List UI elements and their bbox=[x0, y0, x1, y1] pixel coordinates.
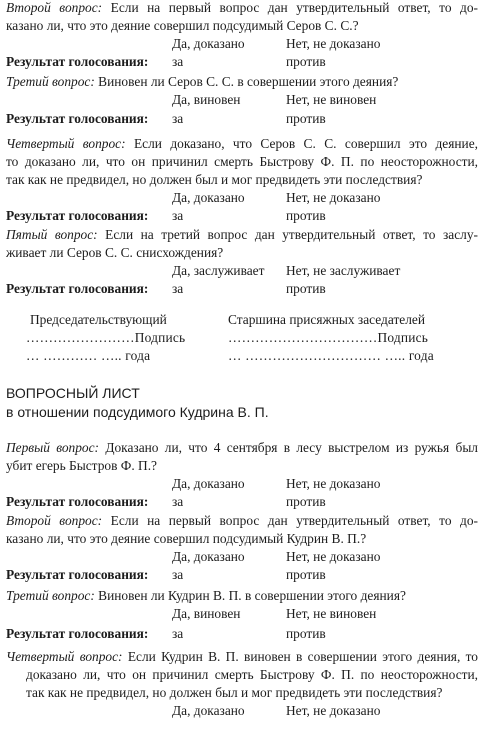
option-no: Нет, не заслуживает bbox=[286, 263, 401, 278]
vote-result-label: Результат голосования: bbox=[6, 567, 149, 582]
question-text: Если доказано, что Серов С. С. совершил это деяние, bbox=[133, 136, 478, 151]
vote-against: против bbox=[286, 281, 326, 296]
question-1-kudrin bbox=[6, 439, 478, 457]
option-yes: Да, виновен bbox=[172, 92, 241, 107]
option-yes: Да, доказано bbox=[172, 36, 245, 51]
question-label: Второй вопрос: bbox=[6, 513, 103, 528]
option-yes: Да, доказано bbox=[172, 190, 245, 205]
vote-for: за bbox=[172, 567, 184, 582]
option-no: Нет, не доказано bbox=[286, 190, 381, 205]
option-no: Нет, не виновен bbox=[286, 606, 377, 621]
foreman-title: Старшина присяжных заседателей bbox=[228, 312, 426, 327]
question-4-serov bbox=[6, 135, 478, 153]
option-no: Нет, не доказано bbox=[286, 476, 381, 491]
question-text: Если на первый вопрос дан утвердительный ответ, то до- bbox=[110, 0, 478, 15]
vote-result-label: Результат голосования: bbox=[6, 626, 149, 641]
option-no: Нет, не доказано bbox=[286, 36, 381, 51]
question-text: Если на первый вопрос дан утвердительный ответ, то до- bbox=[110, 513, 478, 528]
question-text-cont: живает ли Серов С. С. снисхождения? bbox=[6, 245, 224, 260]
question-text: Доказано ли, что 4 сентября в лесу выстрелом из ружья был bbox=[105, 440, 478, 455]
question-text-cont: казано ли, что это деяние совершил подсудимый Серов С. С.? bbox=[6, 18, 359, 33]
option-no: Нет, не доказано bbox=[286, 549, 381, 564]
vote-result-label: Результат голосования: bbox=[6, 208, 149, 223]
vote-result-label: Результат голосования: bbox=[6, 281, 149, 296]
vote-against: против bbox=[286, 208, 326, 223]
question-label: Третий вопрос: bbox=[6, 588, 95, 603]
question-text: Виновен ли Серов С. С. в совершении этого деяния? bbox=[98, 74, 399, 89]
vote-for: за bbox=[172, 494, 184, 509]
question-text-cont: то доказано ли, что он причинил смерть Быстрову Ф. П. по неосторожности, bbox=[6, 154, 478, 169]
vote-for: за bbox=[172, 626, 184, 641]
question-text-cont: так как не предвидел, но должен был и мог предвидеть эти последствия? bbox=[26, 685, 443, 700]
vote-for: за bbox=[172, 111, 184, 126]
option-yes: Да, доказано bbox=[172, 703, 245, 718]
option-yes: Да, виновен bbox=[172, 606, 241, 621]
vote-for: за bbox=[172, 208, 184, 223]
question-label: Второй вопрос: bbox=[6, 0, 103, 15]
vote-result-label: Результат голосования: bbox=[6, 494, 149, 509]
question-2-serov bbox=[6, 0, 478, 17]
foreman-date-line: … ………………………… ….. года bbox=[228, 348, 434, 363]
section-subheading: в отношении подсудимого Кудрина В. П. bbox=[6, 404, 269, 420]
option-no: Нет, не доказано bbox=[286, 703, 381, 718]
question-4-kudrin bbox=[6, 648, 478, 666]
presiding-judge-date-line: … ………… ….. года bbox=[26, 348, 151, 363]
question-5-serov bbox=[6, 226, 478, 244]
question-text-cont: казано ли, что это деяние совершил подсудимый Кудрин В. П.? bbox=[6, 531, 367, 546]
presiding-judge-title: Председательствующий bbox=[30, 312, 167, 327]
foreman-signature-line: ……………………………Подпись bbox=[228, 330, 429, 345]
question-2-kudrin bbox=[6, 512, 478, 530]
question-text-cont: доказано ли, что он причинил смерть Быстрову Ф. П. по неосторожности, bbox=[26, 667, 478, 682]
question-text-cont: так как не предвидел, но должен был и мог предвидеть эти последствия? bbox=[6, 172, 423, 187]
question-label: Четвертый вопрос: bbox=[6, 649, 123, 664]
option-yes: Да, доказано bbox=[172, 476, 245, 491]
question-text: Если Кудрин В. П. виновен в совершении этого деяния, то bbox=[127, 649, 478, 664]
question-3-serov bbox=[6, 73, 398, 91]
vote-against: против bbox=[286, 54, 326, 69]
vote-for: за bbox=[172, 54, 184, 69]
question-3-kudrin bbox=[6, 587, 406, 605]
question-label: Четвертый вопрос: bbox=[6, 136, 126, 151]
vote-result-label: Результат голосования: bbox=[6, 54, 149, 69]
question-label: Пятый вопрос: bbox=[6, 227, 98, 242]
vote-against: против bbox=[286, 567, 326, 582]
option-yes: Да, заслуживает bbox=[172, 263, 265, 278]
option-yes: Да, доказано bbox=[172, 549, 245, 564]
question-label: Первый вопрос: bbox=[6, 440, 100, 455]
presiding-judge-signature-line: ……………………Подпись bbox=[26, 330, 186, 345]
question-text-cont: убит егерь Быстров Ф. П.? bbox=[6, 458, 157, 473]
section-heading: ВОПРОСНЫЙ ЛИСТ bbox=[6, 385, 140, 401]
vote-against: против bbox=[286, 626, 326, 641]
question-label: Третий вопрос: bbox=[6, 74, 95, 89]
vote-against: против bbox=[286, 494, 326, 509]
vote-result-label: Результат голосования: bbox=[6, 111, 149, 126]
vote-against: против bbox=[286, 111, 326, 126]
question-text: Виновен ли Кудрин В. П. в совершении этого деяния? bbox=[98, 588, 406, 603]
vote-for: за bbox=[172, 281, 184, 296]
option-no: Нет, не виновен bbox=[286, 92, 377, 107]
question-text: Если на третий вопрос дан утвердительный ответ, то заслу- bbox=[105, 227, 478, 242]
